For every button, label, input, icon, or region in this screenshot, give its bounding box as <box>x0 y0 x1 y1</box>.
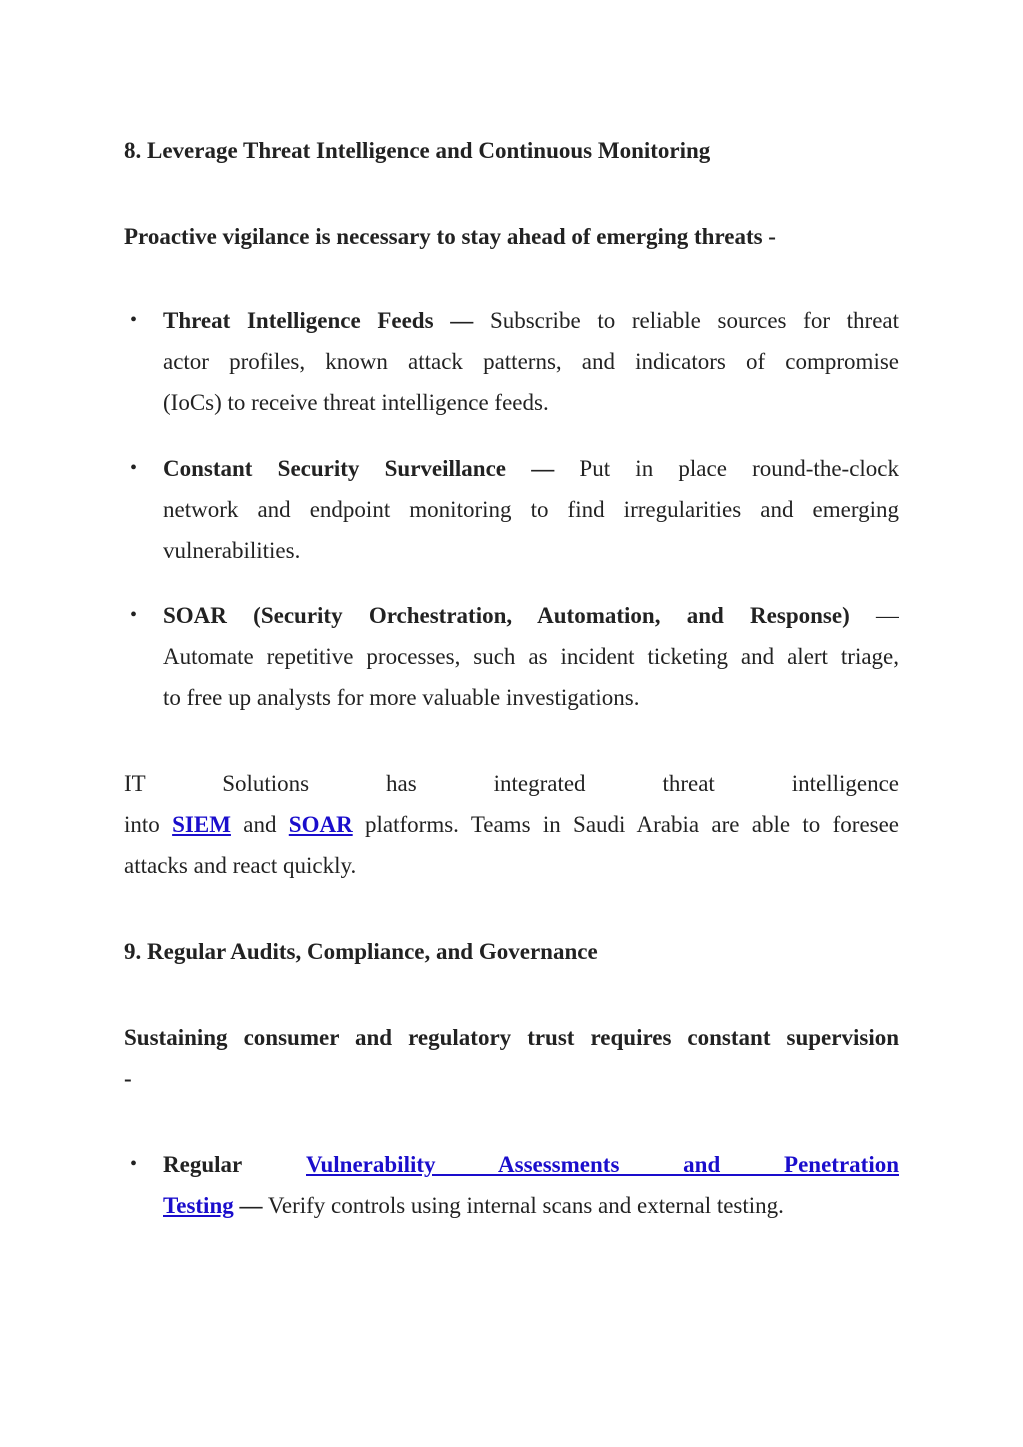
paragraph-line: IT Solutions has integrated threat intelligence <box>124 771 899 796</box>
vapt-link[interactable]: Vulnerability Assessments and Penetration <box>306 1152 899 1177</box>
paragraph-line: attacks and react quickly. <box>124 853 357 878</box>
paragraph-text: platforms. Teams in Saudi Arabia are able to foresee <box>365 812 899 837</box>
section-8-intro: Proactive vigilance is necessary to stay ahead of emerging threats - <box>124 224 776 249</box>
list-item <box>124 1144 899 1226</box>
body-paragraph <box>124 763 899 886</box>
em-dash: — <box>876 603 899 628</box>
paragraph-line <box>124 804 899 845</box>
bullet-line <box>163 300 899 341</box>
bullet-icon: • <box>130 1153 138 1175</box>
bullet-line: (IoCs) to receive threat intelligence feeds. <box>163 390 549 415</box>
list-item <box>124 300 899 423</box>
bullet-title: Threat Intelligence Feeds <box>163 308 434 333</box>
bullet-line <box>163 448 899 489</box>
bullet-title: Regular <box>163 1152 243 1177</box>
intro-line: - <box>124 1066 132 1091</box>
bullet-title: SOAR (Security Orchestration, Automation, and Response) <box>163 603 850 628</box>
bullet-text: Put in place round-the-clock <box>579 456 899 481</box>
bullet-line <box>163 1144 899 1185</box>
em-dash: — <box>450 308 474 333</box>
bullet-text: Verify controls using internal scans and external testing. <box>267 1193 784 1218</box>
bullet-icon: • <box>130 457 138 479</box>
em-dash: — <box>531 456 555 481</box>
bullet-line: vulnerabilities. <box>163 538 301 563</box>
section-9-intro <box>124 1017 899 1099</box>
list-item <box>124 595 899 718</box>
paragraph-text: into <box>124 812 160 837</box>
bullet-text: Subscribe to reliable sources for threat <box>489 308 899 333</box>
bullet-icon: • <box>130 309 138 331</box>
bullet-line: to free up analysts for more valuable investigations. <box>163 685 640 710</box>
vapt-link-continued[interactable]: Testing <box>163 1193 234 1218</box>
section-9-heading: 9. Regular Audits, Compliance, and Governance <box>124 939 598 964</box>
bullet-line: network and endpoint monitoring to find irregularities and emerging <box>163 497 899 522</box>
bullet-line: Automate repetitive processes, such as incident ticketing and alert triage, <box>163 644 899 669</box>
em-dash: — <box>239 1193 263 1218</box>
intro-line: Sustaining consumer and regulatory trust requires constant supervision <box>124 1025 899 1050</box>
list-item <box>124 448 899 571</box>
bullet-icon: • <box>130 604 138 626</box>
section-8-heading: 8. Leverage Threat Intelligence and Continuous Monitoring <box>124 138 711 163</box>
bullet-title: Constant Security Surveillance <box>163 456 507 481</box>
bullet-line <box>163 1185 899 1226</box>
bullet-line: actor profiles, known attack patterns, and indicators of compromise <box>163 349 899 374</box>
soar-link[interactable]: SOAR <box>288 812 353 837</box>
bullet-line <box>163 595 899 636</box>
paragraph-text: and <box>243 812 277 837</box>
siem-link[interactable]: SIEM <box>172 812 231 837</box>
